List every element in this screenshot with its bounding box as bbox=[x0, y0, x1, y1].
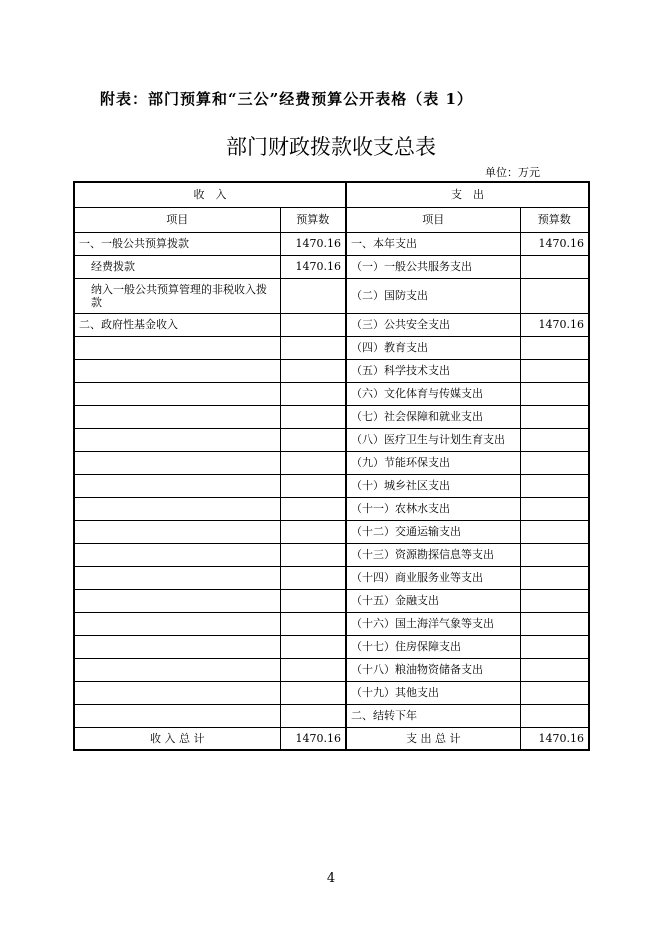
table-row bbox=[74, 451, 589, 474]
expense-total-amount: 1470.16 bbox=[520, 727, 589, 750]
income-amount-cell bbox=[280, 589, 346, 612]
table-row bbox=[74, 612, 589, 635]
table-row bbox=[74, 474, 589, 497]
table-row bbox=[74, 313, 589, 336]
income-item-cell: 一、一般公共预算拨款 bbox=[74, 232, 280, 255]
expense-budget-header: 预算数 bbox=[520, 207, 589, 232]
expense-amount-cell bbox=[520, 336, 589, 359]
expense-amount-cell bbox=[520, 543, 589, 566]
income-amount-cell bbox=[280, 658, 346, 681]
expense-item-cell: （六）文化体育与传媒支出 bbox=[346, 382, 520, 405]
table-row bbox=[74, 658, 589, 681]
income-amount-cell bbox=[280, 405, 346, 428]
table-title: 部门财政拨款收支总表 bbox=[226, 135, 436, 159]
column-header-row bbox=[74, 207, 589, 232]
income-amount-cell bbox=[280, 520, 346, 543]
expense-amount-cell: 1470.16 bbox=[520, 313, 589, 336]
income-item-cell bbox=[74, 566, 280, 589]
expense-amount-cell bbox=[520, 382, 589, 405]
income-item-cell bbox=[74, 543, 280, 566]
expense-amount-cell bbox=[520, 278, 589, 313]
expense-amount-cell bbox=[520, 566, 589, 589]
expense-amount-cell bbox=[520, 405, 589, 428]
income-total-label: 收 入 总 计 bbox=[74, 727, 280, 750]
expense-item-cell: （十九）其他支出 bbox=[346, 681, 520, 704]
income-amount-cell bbox=[280, 543, 346, 566]
expense-amount-cell bbox=[520, 451, 589, 474]
income-amount-cell bbox=[280, 497, 346, 520]
table-row bbox=[74, 405, 589, 428]
table-row bbox=[74, 520, 589, 543]
expense-amount-cell bbox=[520, 255, 589, 278]
table-row bbox=[74, 382, 589, 405]
income-amount-cell: 1470.16 bbox=[280, 232, 346, 255]
expense-amount-cell bbox=[520, 658, 589, 681]
income-amount-cell bbox=[280, 278, 346, 313]
income-total-amount: 1470.16 bbox=[280, 727, 346, 750]
income-item-cell bbox=[74, 474, 280, 497]
table-row bbox=[74, 255, 589, 278]
table-row bbox=[74, 336, 589, 359]
income-amount-cell bbox=[280, 451, 346, 474]
expense-item-cell: 二、结转下年 bbox=[346, 704, 520, 727]
totals-row bbox=[74, 727, 589, 750]
expense-item-cell: （八）医疗卫生与计划生育支出 bbox=[346, 428, 520, 451]
income-amount-cell: 1470.16 bbox=[280, 255, 346, 278]
expense-item-cell: （一）一般公共服务支出 bbox=[346, 255, 520, 278]
expense-header: 支 出 bbox=[346, 182, 589, 207]
expense-total-label: 支 出 总 计 bbox=[346, 727, 520, 750]
expense-amount-cell bbox=[520, 635, 589, 658]
income-item-cell bbox=[74, 704, 280, 727]
income-item-cell bbox=[74, 451, 280, 474]
expense-item-cell: （十）城乡社区支出 bbox=[346, 474, 520, 497]
expense-item-cell: （二）国防支出 bbox=[346, 278, 520, 313]
income-item-cell: 纳入一般公共预算管理的非税收入拨款 bbox=[74, 278, 280, 313]
expense-item-cell: （十五）金融支出 bbox=[346, 589, 520, 612]
income-item-cell bbox=[74, 428, 280, 451]
table-row bbox=[74, 359, 589, 382]
expense-item-cell: 一、本年支出 bbox=[346, 232, 520, 255]
income-item-cell: 经费拨款 bbox=[74, 255, 280, 278]
table-row bbox=[74, 543, 589, 566]
income-item-cell bbox=[74, 681, 280, 704]
income-amount-cell bbox=[280, 336, 346, 359]
income-item-cell bbox=[74, 405, 280, 428]
income-amount-cell bbox=[280, 635, 346, 658]
expense-amount-cell bbox=[520, 520, 589, 543]
income-item-cell: 二、政府性基金收入 bbox=[74, 313, 280, 336]
section-header-row bbox=[74, 182, 589, 207]
income-amount-cell bbox=[280, 313, 346, 336]
income-item-cell bbox=[74, 497, 280, 520]
expense-amount-cell bbox=[520, 497, 589, 520]
income-item-cell bbox=[74, 382, 280, 405]
expense-item-cell: （十一）农林水支出 bbox=[346, 497, 520, 520]
income-item-cell bbox=[74, 589, 280, 612]
unit-label: 单位：万元 bbox=[485, 166, 540, 179]
expense-amount-cell bbox=[520, 428, 589, 451]
income-item-cell bbox=[74, 658, 280, 681]
income-amount-cell bbox=[280, 704, 346, 727]
income-item-cell bbox=[74, 635, 280, 658]
income-amount-cell bbox=[280, 566, 346, 589]
table-row bbox=[74, 681, 589, 704]
expense-amount-cell bbox=[520, 359, 589, 382]
expense-amount-cell bbox=[520, 612, 589, 635]
income-item-cell bbox=[74, 336, 280, 359]
expense-item-cell: （三）公共安全支出 bbox=[346, 313, 520, 336]
table-row bbox=[74, 566, 589, 589]
expense-item-cell: （十二）交通运输支出 bbox=[346, 520, 520, 543]
attachment-title: 附表：部门预算和“三公”经费预算公开表格（表 1） bbox=[100, 90, 473, 108]
income-item-cell bbox=[74, 520, 280, 543]
expense-amount-cell bbox=[520, 474, 589, 497]
expense-item-cell: （九）节能环保支出 bbox=[346, 451, 520, 474]
table-row bbox=[74, 704, 589, 727]
table-row bbox=[74, 635, 589, 658]
expense-item-header: 项目 bbox=[346, 207, 520, 232]
expense-item-cell: （十八）粮油物资储备支出 bbox=[346, 658, 520, 681]
income-amount-cell bbox=[280, 428, 346, 451]
income-amount-cell bbox=[280, 359, 346, 382]
expense-item-cell: （十四）商业服务业等支出 bbox=[346, 566, 520, 589]
table-row bbox=[74, 232, 589, 255]
income-amount-cell bbox=[280, 681, 346, 704]
budget-summary-table bbox=[73, 181, 590, 751]
table-row bbox=[74, 589, 589, 612]
expense-amount-cell bbox=[520, 589, 589, 612]
income-item-cell bbox=[74, 359, 280, 382]
table-row bbox=[74, 278, 589, 313]
income-amount-cell bbox=[280, 382, 346, 405]
expense-item-cell: （十六）国土海洋气象等支出 bbox=[346, 612, 520, 635]
expense-amount-cell: 1470.16 bbox=[520, 232, 589, 255]
expense-item-cell: （十三）资源勘探信息等支出 bbox=[346, 543, 520, 566]
expense-amount-cell bbox=[520, 681, 589, 704]
income-header: 收 入 bbox=[74, 182, 346, 207]
income-budget-header: 预算数 bbox=[280, 207, 346, 232]
income-amount-cell bbox=[280, 612, 346, 635]
table-row bbox=[74, 497, 589, 520]
expense-item-cell: （七）社会保障和就业支出 bbox=[346, 405, 520, 428]
income-item-cell bbox=[74, 612, 280, 635]
expense-item-cell: （五）科学技术支出 bbox=[346, 359, 520, 382]
table-row bbox=[74, 428, 589, 451]
income-item-header: 项目 bbox=[74, 207, 280, 232]
income-amount-cell bbox=[280, 474, 346, 497]
expense-item-cell: （十七）住房保障支出 bbox=[346, 635, 520, 658]
expense-amount-cell bbox=[520, 704, 589, 727]
page-number: 4 bbox=[326, 871, 336, 886]
expense-item-cell: （四）教育支出 bbox=[346, 336, 520, 359]
